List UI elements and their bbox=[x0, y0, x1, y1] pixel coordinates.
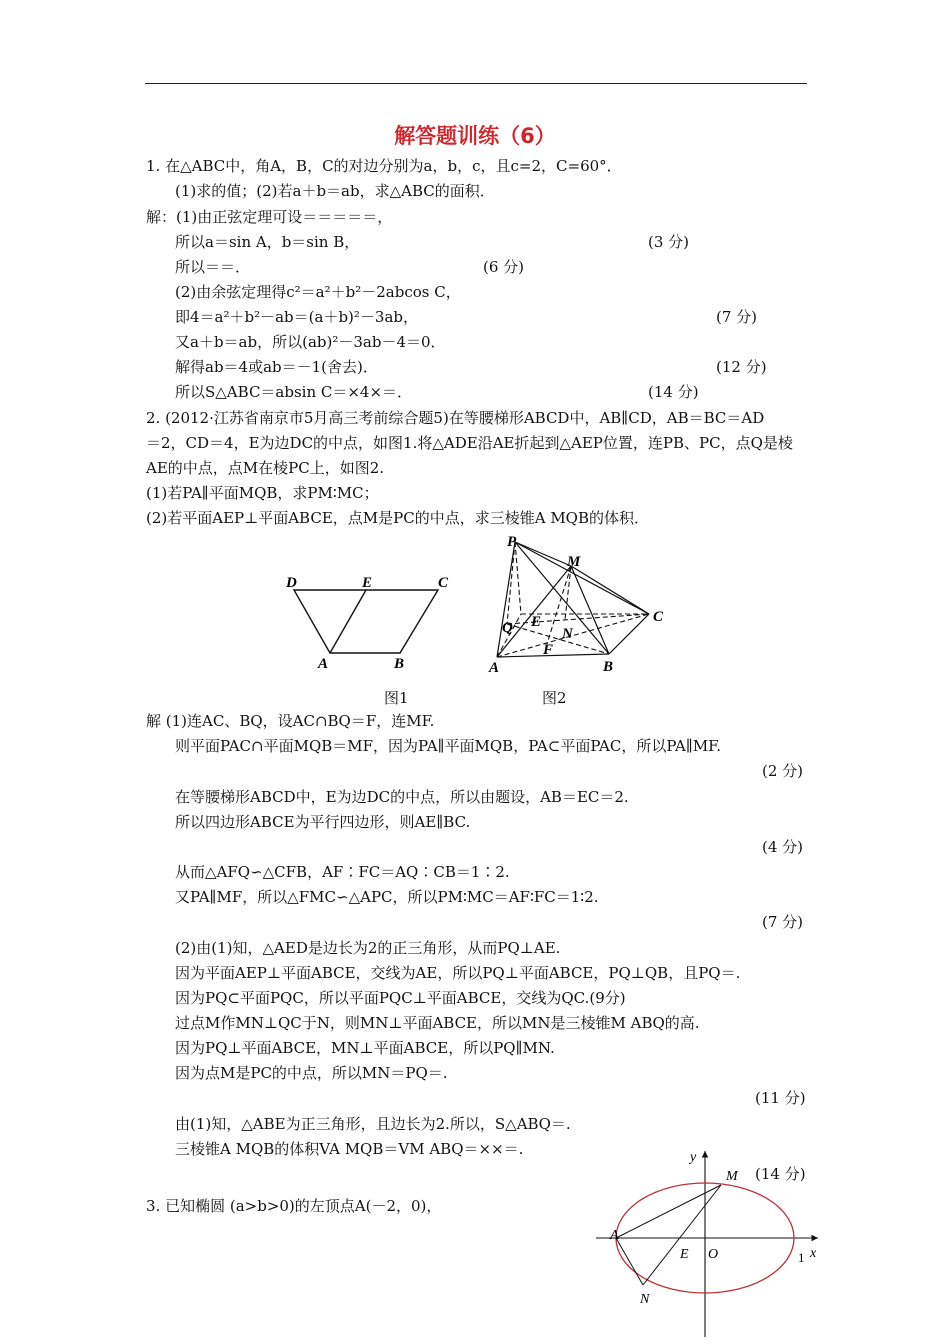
solution-2-line: 从而△AFQ∽△CFB，AF∶FC＝AQ∶CB＝1∶2. bbox=[175, 863, 510, 881]
problem-2-statement: 2. (2012·江苏省南京市5月高三考前综合题5)在等腰梯形ABCD中，AB∥CD，AB＝BC＝AD bbox=[146, 409, 765, 427]
vertex-label-c: C bbox=[653, 609, 664, 625]
solution-2-line: 三棱锥A MQB的体积VA MQB＝VM ABQ＝××＝. bbox=[175, 1140, 524, 1158]
vertex-label-a: A bbox=[318, 656, 329, 672]
score-label: (7 分) bbox=[762, 913, 804, 931]
score-label: (2 分) bbox=[762, 762, 804, 780]
solution-2-line: 因为PQ⊂平面PQC，所以平面PQC⊥平面ABCE，交线为QC.(9分) bbox=[175, 989, 626, 1007]
vertex-label-m: M bbox=[567, 554, 581, 570]
solution-1-line: 解：(1)由正弦定理可设＝＝＝＝＝， bbox=[146, 208, 393, 226]
score-label: (6 分) bbox=[483, 258, 525, 276]
problem-3-statement: 3. 已知椭圆 (a>b>0)的左顶点A(－2，0)， bbox=[146, 1197, 442, 1215]
score-label: (14 分) bbox=[755, 1165, 806, 1183]
solution-1-line: 又a＋b＝ab，所以(ab)²－3ab－4＝0． bbox=[175, 333, 446, 351]
solution-2-line: 在等腰梯形ABCD中，E为边DC的中点，所以由题设，AB＝EC＝2. bbox=[175, 788, 629, 806]
point-label-m: M bbox=[726, 1169, 738, 1184]
solution-2-line: (2)由(1)知，△AED是边长为2的正三角形，从而PQ⊥AE. bbox=[175, 939, 561, 957]
vertex-label-e: E bbox=[531, 614, 542, 630]
solution-2-line: 因为PQ⊥平面ABCE，MN⊥平面ABCE，所以PQ∥MN. bbox=[175, 1039, 555, 1057]
axis-label-y: y bbox=[690, 1150, 697, 1165]
solution-2-line: 因为点M是PC的中点，所以MN＝PQ＝. bbox=[175, 1064, 448, 1082]
figure-2-pyramid bbox=[485, 532, 675, 678]
solution-2-line: 解 (1)连AC、BQ，设AC∩BQ＝F，连MF. bbox=[146, 712, 435, 730]
vertex-label-p: P bbox=[507, 534, 517, 550]
vertex-label-n: N bbox=[562, 626, 573, 642]
vertex-label-c: C bbox=[438, 575, 449, 591]
tick-label-1: 1 bbox=[798, 1250, 805, 1265]
figure-2-caption: 图2 bbox=[542, 689, 567, 707]
solution-2-line: 则平面PAC∩平面MQB＝MF，因为PA∥平面MQB，PA⊂平面PAC，所以PA∥MF. bbox=[175, 737, 722, 755]
vertex-label-b: B bbox=[603, 659, 614, 675]
solution-1-line: 所以＝＝． bbox=[175, 258, 251, 276]
solution-2-line: 所以四边形ABCE为平行四边形，则AE∥BC. bbox=[175, 813, 471, 831]
vertex-label-f: F bbox=[543, 642, 554, 658]
page-title: 解答题训练（6） bbox=[394, 124, 556, 148]
score-label: (12 分) bbox=[716, 358, 767, 376]
solution-1-line: 即4＝a²＋b²－ab＝(a＋b)²－3ab， bbox=[175, 308, 419, 326]
solution-2-line: 由(1)知，△ABE为正三角形，且边长为2.所以，S△ABQ＝. bbox=[175, 1115, 571, 1133]
top-rule bbox=[145, 83, 807, 84]
solution-1-line: (2)由余弦定理得c²＝a²＋b²－2abcos C， bbox=[175, 283, 461, 301]
problem-1-questions: (1)求的值；(2)若a＋b＝ab，求△ABC的面积． bbox=[175, 182, 495, 200]
solution-1-line: 所以a＝sin A，b＝sin B， bbox=[175, 233, 360, 251]
point-label-n: N bbox=[640, 1292, 650, 1307]
vertex-label-q: Q bbox=[502, 620, 513, 636]
solution-2-line: 过点M作MN⊥QC于N，则MN⊥平面ABCE，所以MN是三棱锥M ABQ的高. bbox=[175, 1014, 700, 1032]
solution-1-line: 所以S△ABC＝absin C＝×4×＝． bbox=[175, 383, 413, 401]
score-label: (14 分) bbox=[648, 383, 699, 401]
vertex-label-a: A bbox=[489, 660, 500, 676]
figure-3-ellipse bbox=[596, 1145, 826, 1340]
score-label: (11 分) bbox=[755, 1089, 806, 1107]
solution-2-line: 又PA∥MF，所以△FMC∽△APC，所以PM∶MC＝AF∶FC＝1∶2. bbox=[175, 888, 599, 906]
problem-2-question-1: (1)若PA∥平面MQB，求PM∶MC； bbox=[146, 484, 379, 502]
point-label-a: A bbox=[610, 1228, 619, 1243]
figure-1-trapezoid bbox=[280, 568, 460, 678]
vertex-label-d: D bbox=[286, 575, 297, 591]
point-label-e: E bbox=[680, 1247, 689, 1262]
score-label: (7 分) bbox=[716, 308, 758, 326]
problem-1-statement: 1. 在△ABC中，角A，B，C的对边分别为a，b，c，且c=2，C=60°． bbox=[146, 157, 622, 175]
vertex-label-e: E bbox=[362, 575, 373, 591]
point-label-o: O bbox=[708, 1247, 719, 1262]
solution-2-line: 因为平面AEP⊥平面ABCE，交线为AE，所以PQ⊥平面ABCE，PQ⊥QB，且PQ＝. bbox=[175, 964, 741, 982]
solution-1-line: 解得ab＝4或ab＝－1(舍去)． bbox=[175, 358, 378, 376]
axis-label-x: x bbox=[810, 1246, 817, 1261]
score-label: (4 分) bbox=[762, 838, 804, 856]
problem-2-statement: ＝2，CD＝4，E为边DC的中点，如图1.将△ADE沿AE折起到△AEP位置，连PB、PC，点Q是棱 bbox=[146, 434, 793, 452]
score-label: (3 分) bbox=[648, 233, 690, 251]
figure-1-caption: 图1 bbox=[384, 689, 409, 707]
vertex-label-b: B bbox=[394, 656, 405, 672]
problem-2-question-2: (2)若平面AEP⊥平面ABCE，点M是PC的中点，求三棱锥A MQB的体积． bbox=[146, 509, 650, 527]
problem-2-statement: AE的中点，点M在棱PC上，如图2. bbox=[146, 459, 385, 477]
